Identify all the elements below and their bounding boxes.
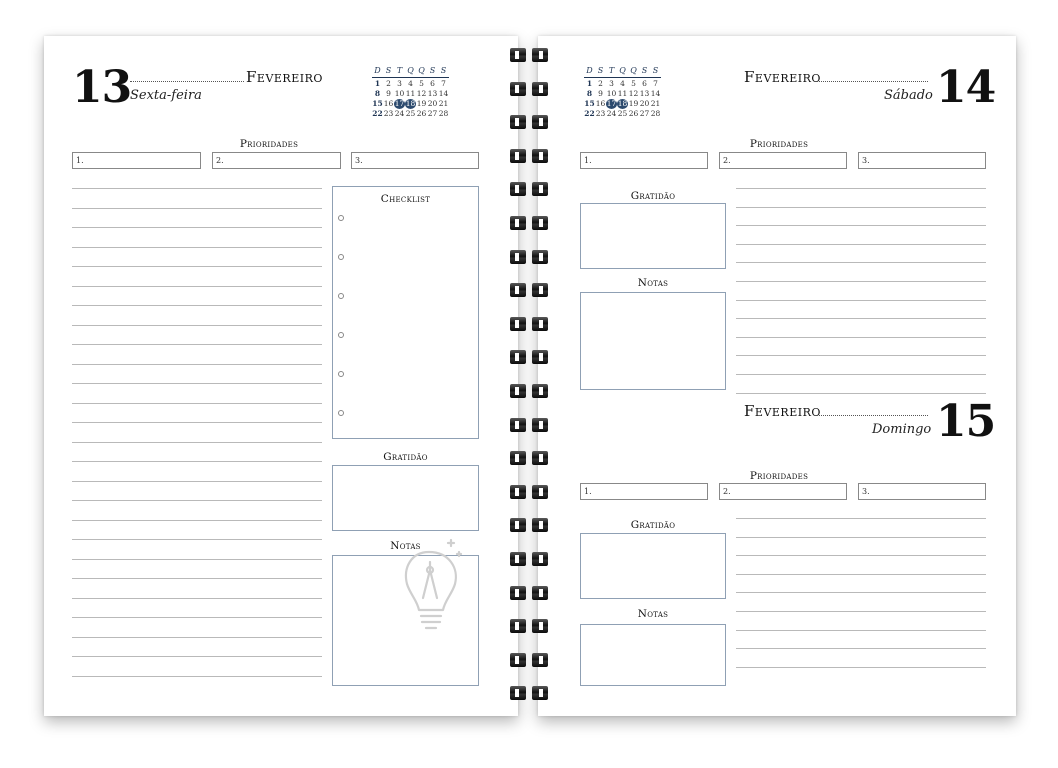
calendar-day: 27 (427, 109, 438, 118)
calendar-day: 22 (372, 109, 383, 118)
calendar-day: 17 (606, 99, 617, 108)
spiral-ring (510, 686, 548, 700)
notes-box[interactable] (580, 292, 726, 390)
writing-line[interactable] (736, 244, 986, 245)
writing-line[interactable] (736, 355, 986, 356)
calendar-day: 14 (650, 89, 661, 98)
priority-field-3[interactable]: 3. (351, 152, 479, 169)
writing-line[interactable] (736, 667, 986, 668)
writing-line[interactable] (72, 617, 322, 618)
gratitude-title: Gratidão (630, 190, 676, 202)
calendar-day: 11 (617, 89, 628, 98)
spiral-ring (510, 586, 548, 600)
writing-line[interactable] (736, 337, 986, 338)
writing-line[interactable] (736, 393, 986, 394)
weekday-label: Sábado (884, 88, 933, 103)
writing-line[interactable] (72, 598, 322, 599)
calendar-weekday-label: S (597, 66, 604, 75)
calendar-day: 21 (438, 99, 449, 108)
calendar-day: 5 (631, 79, 636, 88)
calendar-day: 10 (394, 89, 405, 98)
writing-line[interactable] (72, 286, 322, 287)
calendar-day: 3 (609, 79, 614, 88)
spiral-ring (510, 518, 548, 532)
checklist-checkbox[interactable] (338, 410, 344, 416)
spiral-ring (510, 384, 548, 398)
writing-line[interactable] (72, 656, 322, 657)
calendar-week-row (372, 99, 449, 109)
writing-line[interactable] (72, 481, 322, 482)
calendar-day: 8 (586, 89, 593, 98)
calendar-day: 27 (639, 109, 650, 118)
calendar-week-row (584, 99, 661, 109)
writing-line[interactable] (736, 318, 986, 319)
header-dots (814, 415, 928, 416)
writing-line[interactable] (72, 266, 322, 267)
calendar-weekday-label: S (440, 66, 447, 75)
writing-line[interactable] (736, 611, 986, 612)
calendar-week-row (584, 79, 661, 89)
calendar-day: 21 (650, 99, 661, 108)
calendar-day: 28 (438, 109, 449, 118)
writing-line[interactable] (72, 305, 322, 306)
priorities-title: Prioridades (239, 138, 299, 150)
calendar-day: 13 (639, 89, 650, 98)
gratitude-box[interactable] (580, 203, 726, 269)
calendar-weekday-label: S (385, 66, 392, 75)
calendar-week-row (372, 89, 449, 99)
spiral-ring (510, 82, 548, 96)
writing-line[interactable] (72, 422, 322, 423)
calendar-day: 10 (606, 89, 617, 98)
month-label: Fevereiro (744, 68, 821, 86)
writing-line[interactable] (72, 364, 322, 365)
priorities-title: Prioridades (749, 138, 809, 150)
day-number: 14 (936, 62, 996, 113)
weekday-label: Domingo (872, 422, 932, 437)
writing-line[interactable] (736, 300, 986, 301)
spiral-ring (510, 619, 548, 633)
calendar-day: 4 (620, 79, 625, 88)
writing-line[interactable] (72, 520, 322, 521)
writing-line[interactable] (736, 537, 986, 538)
writing-line[interactable] (72, 383, 322, 384)
right-page (538, 36, 1016, 716)
calendar-day: 13 (427, 89, 438, 98)
calendar-day: 14 (438, 89, 449, 98)
calendar-day: 2 (386, 79, 391, 88)
spiral-ring (510, 149, 548, 163)
spiral-ring (510, 317, 548, 331)
spiral-ring (510, 216, 548, 230)
gratitude-title: Gratidão (383, 451, 428, 463)
calendar-weekday-label: D (586, 66, 593, 75)
calendar-day: 9 (386, 89, 391, 98)
calendar-day: 26 (416, 109, 427, 118)
spiral-ring (510, 653, 548, 667)
calendar-day: 18 (617, 99, 628, 108)
calendar-divider (584, 77, 661, 78)
calendar-day: 7 (653, 79, 658, 88)
calendar-weekday-label: S (429, 66, 436, 75)
calendar-day: 20 (639, 99, 650, 108)
calendar-weekday-label: S (652, 66, 659, 75)
priority-field-3[interactable]: 3. (858, 152, 986, 169)
left-page (44, 36, 518, 716)
lightbulb-icon (399, 530, 467, 642)
checklist-box[interactable] (332, 186, 479, 439)
checklist-checkbox[interactable] (338, 293, 344, 299)
calendar-day: 24 (606, 109, 617, 118)
spiral-ring (510, 451, 548, 465)
checklist-checkbox[interactable] (338, 371, 344, 377)
priority-field-1[interactable]: 1. (580, 152, 708, 169)
weekday-label: Sexta-feira (130, 88, 202, 103)
calendar-day: 24 (394, 109, 405, 118)
calendar-weekday-label: D (374, 66, 381, 75)
spiral-ring (510, 115, 548, 129)
calendar-day: 28 (650, 109, 661, 118)
checklist-title: Checklist (380, 193, 431, 205)
month-label: Fevereiro (744, 402, 821, 420)
writing-line[interactable] (736, 262, 986, 263)
calendar-day: 25 (617, 109, 628, 118)
calendar-weekday-label: Q (418, 66, 425, 75)
priority-field-3[interactable]: 3. (858, 483, 986, 500)
calendar-day: 19 (628, 99, 639, 108)
spiral-ring (510, 485, 548, 499)
gratitude-box[interactable] (580, 533, 726, 599)
calendar-day: 26 (628, 109, 639, 118)
calendar-weekday-label: Q (619, 66, 626, 75)
calendar-day: 12 (628, 89, 639, 98)
calendar-day: 15 (584, 99, 595, 108)
calendar-day: 5 (419, 79, 424, 88)
calendar-weekday-label: T (608, 66, 615, 75)
writing-line[interactable] (72, 539, 322, 540)
calendar-week-row (372, 79, 449, 89)
writing-line[interactable] (736, 281, 986, 282)
writing-line[interactable] (736, 648, 986, 649)
calendar-weekday-label: S (641, 66, 648, 75)
calendar-day: 16 (383, 99, 394, 108)
calendar-divider (372, 77, 449, 78)
calendar-day: 12 (416, 89, 427, 98)
spiral-ring (510, 552, 548, 566)
checklist-checkbox[interactable] (338, 254, 344, 260)
writing-line[interactable] (72, 442, 322, 443)
gratitude-title: Gratidão (630, 519, 676, 531)
calendar-day: 19 (416, 99, 427, 108)
calendar-weekday-label: T (396, 66, 403, 75)
calendar-day: 4 (408, 79, 413, 88)
priority-field-2[interactable]: 2. (719, 152, 847, 169)
gratitude-box[interactable] (332, 465, 479, 531)
spiral-ring (510, 250, 548, 264)
writing-line[interactable] (72, 461, 322, 462)
notes-box[interactable] (580, 624, 726, 686)
calendar-weekday-row (372, 66, 449, 76)
calendar-weekday-label: Q (630, 66, 637, 75)
writing-line[interactable] (736, 207, 986, 208)
priority-field-1[interactable]: 1. (580, 483, 708, 500)
calendar-day: 20 (427, 99, 438, 108)
writing-line[interactable] (72, 637, 322, 638)
calendar-day: 9 (598, 89, 603, 98)
calendar-day: 8 (374, 89, 381, 98)
calendar-week-row (372, 109, 449, 119)
writing-line[interactable] (736, 574, 986, 575)
writing-line[interactable] (736, 225, 986, 226)
mini-calendar (372, 66, 449, 119)
checklist-checkbox[interactable] (338, 332, 344, 338)
writing-line[interactable] (72, 344, 322, 345)
writing-line[interactable] (72, 227, 322, 228)
writing-line[interactable] (72, 500, 322, 501)
writing-line[interactable] (72, 325, 322, 326)
notes-title: Notas (390, 540, 421, 552)
calendar-day: 17 (394, 99, 405, 108)
header-dots (814, 81, 928, 82)
writing-line[interactable] (736, 188, 986, 189)
day-number: 13 (72, 62, 132, 113)
notes-title: Notas (637, 277, 669, 289)
writing-line[interactable] (72, 247, 322, 248)
writing-line[interactable] (736, 374, 986, 375)
writing-line[interactable] (736, 592, 986, 593)
spiral-ring (510, 283, 548, 297)
calendar-day: 22 (584, 109, 595, 118)
calendar-day: 6 (430, 79, 435, 88)
calendar-day: 15 (372, 99, 383, 108)
priority-field-2[interactable]: 2. (212, 152, 341, 169)
calendar-day: 3 (397, 79, 402, 88)
spiral-ring (510, 350, 548, 364)
writing-line[interactable] (72, 403, 322, 404)
writing-line[interactable] (736, 630, 986, 631)
calendar-day: 18 (405, 99, 416, 108)
priority-field-2[interactable]: 2. (719, 483, 847, 500)
calendar-weekday-label: Q (407, 66, 414, 75)
writing-line[interactable] (736, 518, 986, 519)
header-dots (130, 81, 244, 82)
calendar-day: 11 (405, 89, 416, 98)
spiral-ring (510, 48, 548, 62)
writing-line[interactable] (72, 676, 322, 677)
priorities-title: Prioridades (749, 470, 809, 482)
notes-title: Notas (637, 608, 669, 620)
calendar-day: 1 (374, 79, 381, 88)
calendar-week-row (584, 109, 661, 119)
calendar-day: 16 (595, 99, 606, 108)
spiral-ring (510, 418, 548, 432)
mini-calendar (584, 66, 661, 119)
priority-field-1[interactable]: 1. (72, 152, 201, 169)
calendar-weekday-row (584, 66, 661, 76)
writing-line[interactable] (72, 578, 322, 579)
writing-line[interactable] (736, 555, 986, 556)
calendar-day: 7 (441, 79, 446, 88)
calendar-day: 6 (642, 79, 647, 88)
writing-line[interactable] (72, 208, 322, 209)
month-label: Fevereiro (246, 68, 323, 86)
calendar-day: 23 (383, 109, 394, 118)
calendar-week-row (584, 89, 661, 99)
writing-line[interactable] (72, 559, 322, 560)
day-number: 15 (936, 396, 996, 447)
writing-line[interactable] (72, 188, 322, 189)
calendar-day: 23 (595, 109, 606, 118)
checklist-checkbox[interactable] (338, 215, 344, 221)
calendar-day: 2 (598, 79, 603, 88)
calendar-day: 25 (405, 109, 416, 118)
calendar-day: 1 (586, 79, 593, 88)
spiral-ring (510, 182, 548, 196)
